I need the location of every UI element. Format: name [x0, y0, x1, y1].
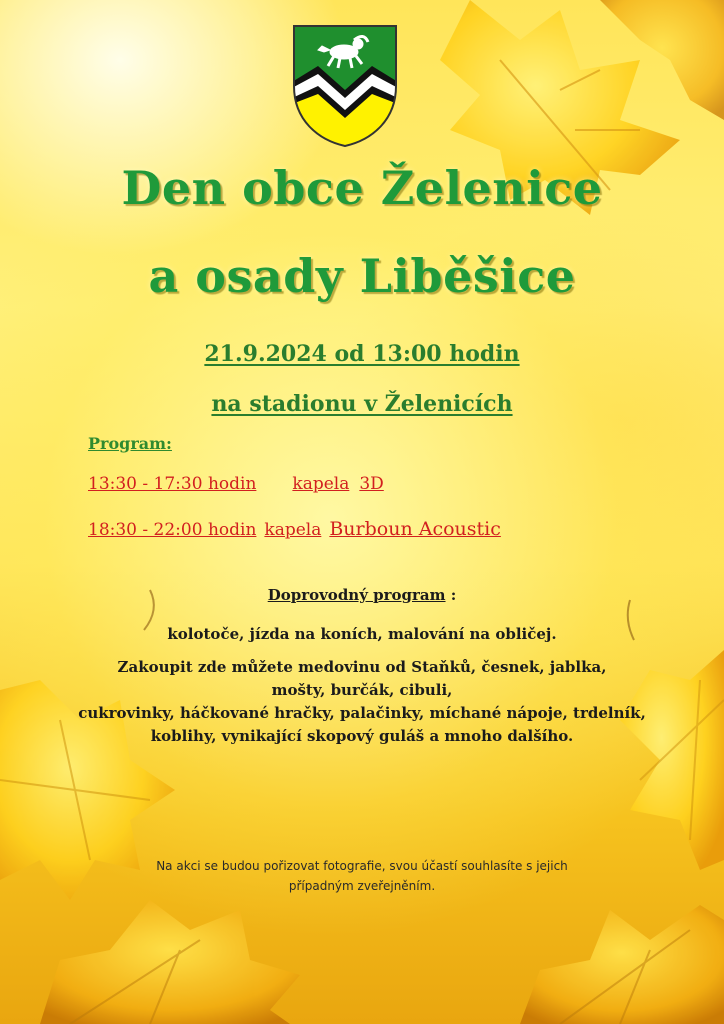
accompanying-title-suffix: : — [445, 586, 457, 604]
accompanying-line-2 — [40, 656, 684, 748]
slot-act-prefix: kapela — [264, 520, 322, 540]
program-label: Program: — [88, 434, 172, 453]
event-title-line-1: Den obce Želenice — [121, 161, 603, 215]
event-place — [0, 390, 724, 418]
photo-consent-note — [60, 856, 664, 896]
accompanying-line-3-text: cukrovinky, háčkované hračky, palačinky, míchané nápoje, trdelník, koblihy, vynikající skopový guláš a mnoho dalšího. — [78, 704, 646, 745]
maple-leaf-icon — [520, 905, 724, 1024]
program-slot — [88, 474, 384, 494]
note-line-1: Na akci se budou pořizovat fotografie, svou účastí souhlasíte s jejich — [156, 859, 568, 873]
slot-band: Burboun Acoustic — [329, 518, 501, 540]
accompanying-line-1: kolotoče, jízda na koních, malování na obličej. — [167, 625, 557, 643]
slot-time: 18:30 - 22:00 hodin — [88, 520, 257, 540]
maple-leaf-icon — [40, 900, 300, 1024]
event-datetime-text: 21.9.2024 od 13:00 hodin — [204, 341, 520, 367]
event-title-line-2: a osady Liběšice — [148, 249, 576, 303]
accompanying-line-2-text: Zakoupit zde můžete medovinu od Staňků, česnek, jablka, mošty, burčák, cibuli, — [117, 658, 607, 699]
coat-of-arms-icon — [292, 24, 398, 148]
event-datetime — [0, 340, 724, 368]
accompanying-title-text: Doprovodný program — [267, 586, 446, 604]
event-place-text: na stadionu v Želenicích — [211, 391, 513, 417]
program-slot — [88, 518, 501, 540]
slot-band: 3D — [359, 474, 384, 494]
slot-time: 13:30 - 17:30 hodin — [88, 474, 257, 494]
accompanying-program-title — [0, 586, 724, 604]
note-line-2: případným zveřejněním. — [288, 879, 436, 893]
slot-act-prefix: kapela — [292, 474, 350, 494]
